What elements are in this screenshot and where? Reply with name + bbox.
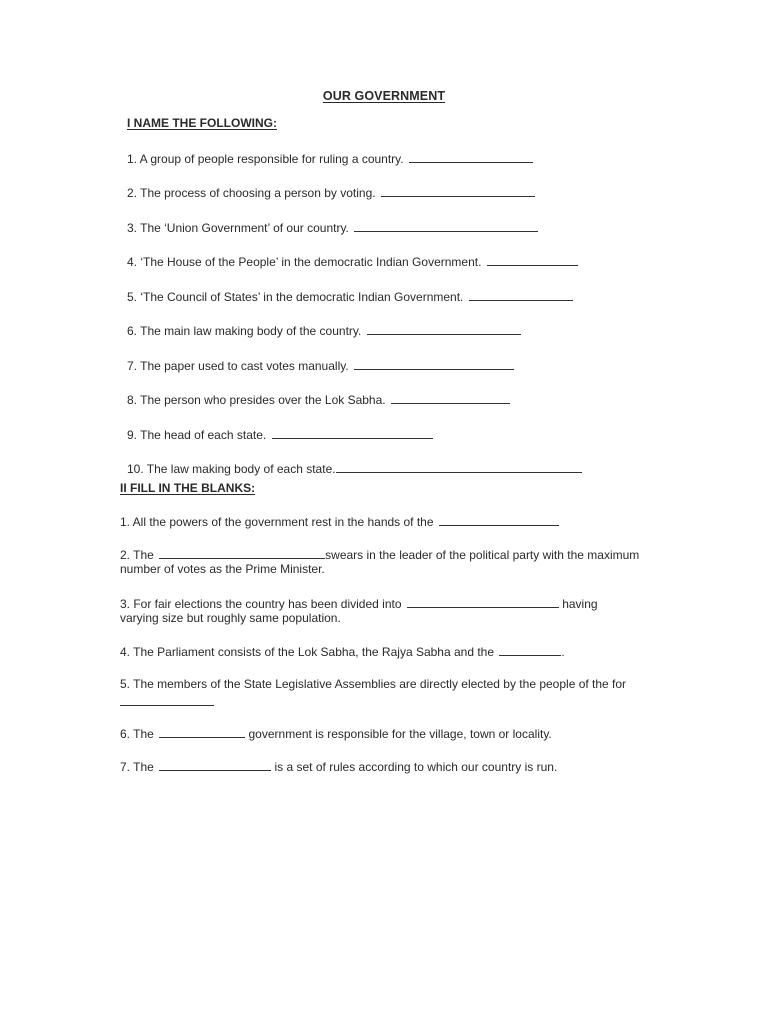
answer-blank xyxy=(409,150,533,163)
question-text-end: swears in the leader of the political party with the maximum xyxy=(325,548,640,562)
question-5 xyxy=(127,288,573,304)
question-text-start: 2. The xyxy=(120,548,154,562)
question-text: 7. The paper used to cast votes manually. xyxy=(127,359,349,373)
fill-question-4 xyxy=(120,643,565,659)
question-text-end: having xyxy=(562,597,598,611)
answer-blank xyxy=(407,595,559,608)
answer-blank xyxy=(469,288,573,301)
question-text-end: government is responsible for the village, town or locality. xyxy=(248,727,552,741)
question-text: 4. ‘The House of the People’ in the democratic Indian Government. xyxy=(127,255,482,269)
question-7 xyxy=(127,357,514,373)
fill-question-5-blank xyxy=(120,693,214,709)
answer-blank xyxy=(439,513,559,526)
answer-blank xyxy=(159,546,325,559)
answer-blank xyxy=(354,357,514,370)
question-text: 8. The person who presides over the Lok Sabha. xyxy=(127,393,386,407)
question-1 xyxy=(127,150,533,166)
answer-blank xyxy=(367,322,521,335)
question-text-start: 7. The xyxy=(120,760,154,774)
question-text: 2. The process of choosing a person by voting. xyxy=(127,186,376,200)
question-text: 1. All the powers of the government rest in the hands of the xyxy=(120,515,434,529)
answer-blank xyxy=(272,426,433,439)
fill-question-2 xyxy=(120,546,639,562)
question-text: 1. A group of people responsible for ruling a country. xyxy=(127,152,404,166)
question-text: 9. The head of each state. xyxy=(127,428,267,442)
answer-blank xyxy=(381,184,535,197)
fill-question-1 xyxy=(120,513,559,529)
question-9 xyxy=(127,426,433,442)
answer-blank xyxy=(120,693,214,706)
question-8 xyxy=(127,391,510,407)
question-text-end: is a set of rules according to which our country is run. xyxy=(274,760,558,774)
fill-question-7 xyxy=(120,758,557,774)
question-text: 6. The main law making body of the country. xyxy=(127,324,362,338)
answer-blank xyxy=(354,219,538,232)
question-text-start: 4. The Parliament consists of the Lok Sabha, the Rajya Sabha and the xyxy=(120,645,495,659)
question-text-end: . xyxy=(561,645,565,659)
fill-question-2-continued: number of votes as the Prime Minister. xyxy=(120,562,325,576)
question-2 xyxy=(127,184,535,200)
question-text: 3. The ‘Union Government’ of our country. xyxy=(127,221,349,235)
fill-question-6 xyxy=(120,725,552,741)
question-3 xyxy=(127,219,538,235)
question-text-start: 3. For fair elections the country has been divided into xyxy=(120,597,402,611)
section-heading-name-the-following: I NAME THE FOLLOWING: xyxy=(127,116,277,130)
answer-blank xyxy=(487,253,578,266)
question-text: 10. The law making body of each state. xyxy=(127,462,336,476)
question-10 xyxy=(127,460,582,476)
fill-question-3 xyxy=(120,595,598,611)
question-4 xyxy=(127,253,578,269)
page-title: OUR GOVERNMENT xyxy=(322,89,446,103)
section-heading-fill-in-the-blanks: II FILL IN THE BLANKS: xyxy=(120,481,256,495)
answer-blank xyxy=(499,643,561,656)
answer-blank xyxy=(391,391,510,404)
answer-blank xyxy=(159,758,271,771)
fill-question-3-continued: varying size but roughly same population. xyxy=(120,611,341,625)
question-text: 5. ‘The Council of States’ in the democratic Indian Government. xyxy=(127,290,464,304)
question-text-start: 6. The xyxy=(120,727,154,741)
answer-blank xyxy=(159,725,245,738)
answer-blank xyxy=(336,460,582,473)
question-6 xyxy=(127,322,521,338)
fill-question-5: 5. The members of the State Legislative Assemblies are directly elected by the people of the for xyxy=(120,677,627,691)
